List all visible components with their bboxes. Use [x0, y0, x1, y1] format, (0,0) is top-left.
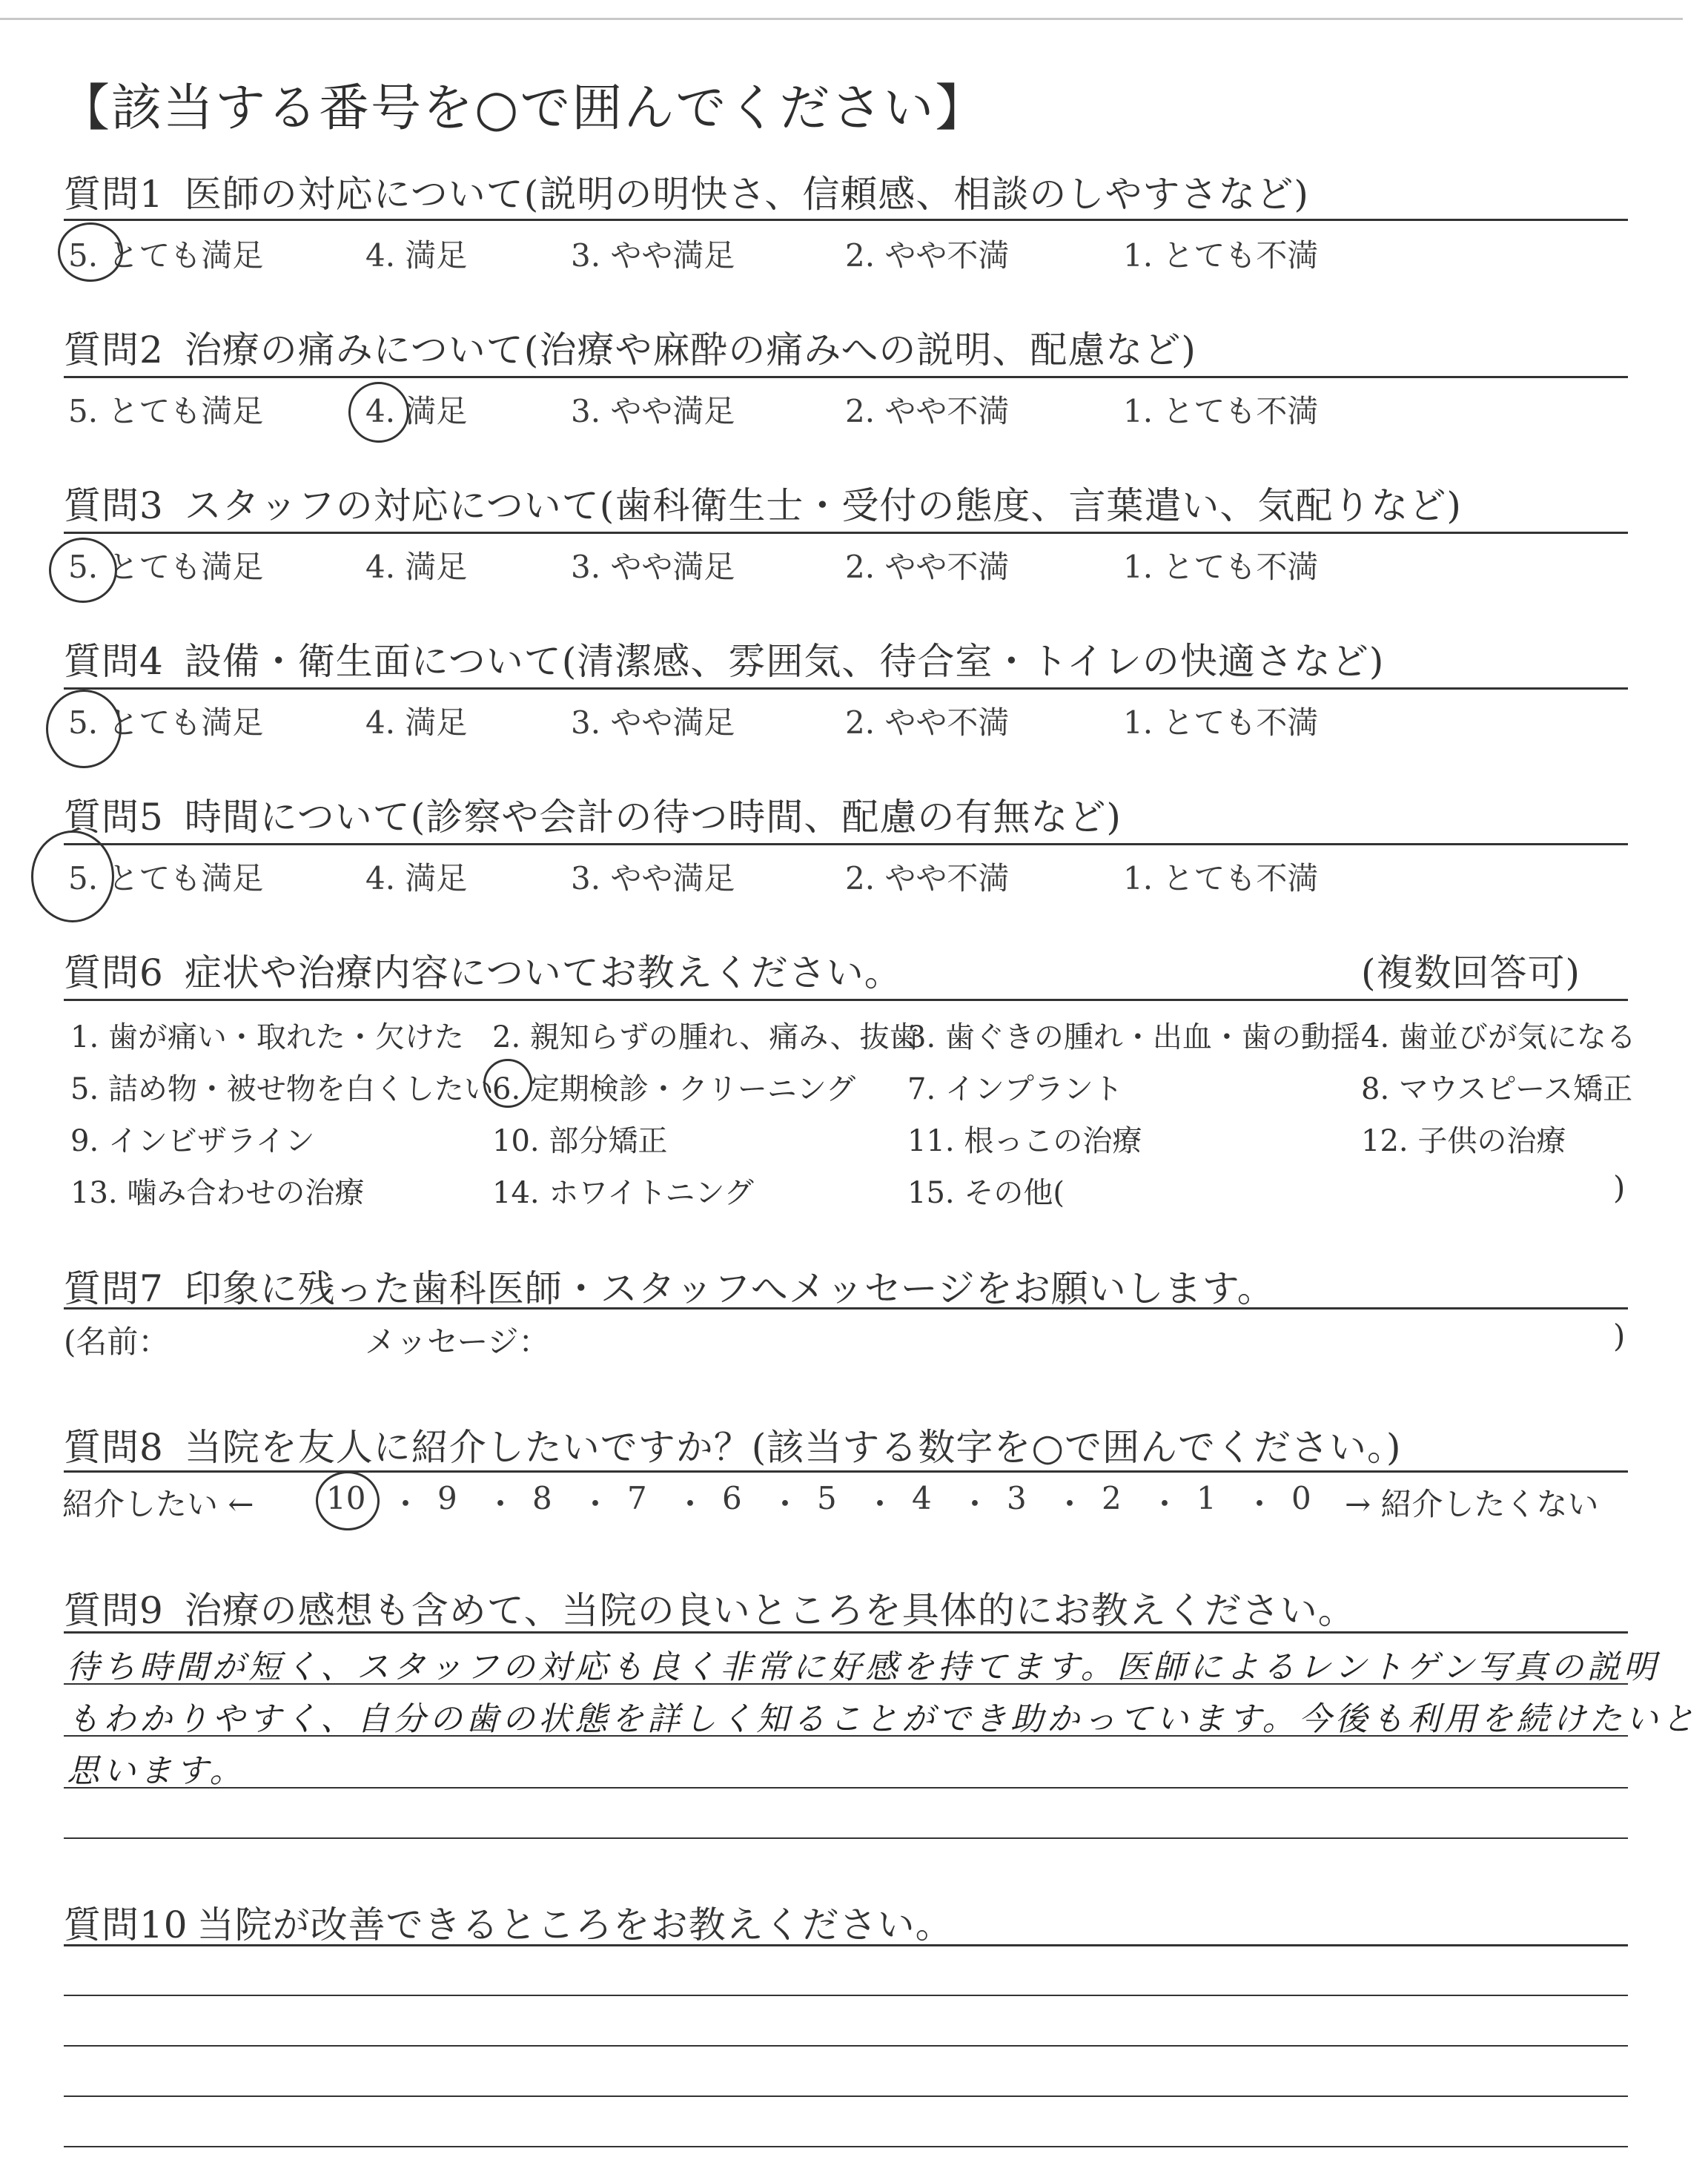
scale-6[interactable]: 6: [722, 1480, 742, 1516]
question-7-title: 質問7 印象に残った歯科医師・スタッフへメッセージをお願いします。: [64, 1267, 1275, 1310]
scale-dot: ・: [580, 1486, 612, 1522]
question-4-title: 質問4 設備・衛生面について(清潔感、雰囲気、待合室・トイレの快適さなど): [64, 640, 1385, 683]
question-1-rule: [64, 219, 1628, 221]
scale-dot: ・: [1244, 1486, 1276, 1522]
option-3[interactable]: 3. やや満足: [571, 237, 735, 274]
question-5-options: [0, 854, 1708, 906]
q6-option-14[interactable]: 14. ホワイトニング: [492, 1176, 754, 1210]
q6-option-10[interactable]: 10. 部分矯正: [492, 1124, 668, 1158]
writing-line: [64, 1837, 1628, 1839]
selection-circle: [58, 222, 123, 282]
question-2-options: [0, 387, 1708, 439]
q6-option-2[interactable]: 2. 親知らずの腫れ、痛み、抜歯: [492, 1020, 919, 1054]
question-4-options: [0, 698, 1708, 750]
option-5[interactable]: 5. とても満足: [68, 393, 264, 429]
option-5[interactable]: 5. とても満足: [68, 237, 264, 274]
question-8-rule: [64, 1470, 1628, 1473]
writing-line: [64, 2146, 1628, 2147]
question-4-rule: [64, 687, 1628, 690]
scale-dot: ・: [1149, 1486, 1181, 1522]
q6-option-13[interactable]: 13. 噛み合わせの治療: [70, 1176, 365, 1210]
question-8-title: 質問8 当院を友人に紹介したいですか？(該当する数字を○で囲んでください。): [64, 1426, 1402, 1469]
selection-circle: [31, 830, 114, 922]
question-6-title: 質問6 症状や治療内容についてお教えください。: [64, 951, 902, 994]
writing-line: [64, 1683, 1628, 1685]
writing-line: [64, 1995, 1628, 1996]
writing-line: [64, 1735, 1628, 1737]
option-1[interactable]: 1. とても不満: [1123, 860, 1319, 896]
q7-close-paren: ): [1613, 1318, 1626, 1354]
scale-dot: ・: [1054, 1486, 1086, 1522]
scale-dot: ・: [959, 1486, 991, 1522]
option-1[interactable]: 1. とても不満: [1123, 549, 1319, 585]
question-5-title: 質問5 時間について(診察や会計の待つ時間、配慮の有無など): [64, 796, 1122, 839]
scale-3[interactable]: 3: [1007, 1480, 1027, 1516]
option-1[interactable]: 1. とても不満: [1123, 237, 1319, 274]
option-2[interactable]: 2. やや不満: [845, 860, 1010, 896]
recommend-left-label: 紹介したい ←: [62, 1486, 254, 1522]
instruction-header: 【該当する番号を○で囲んでください】: [59, 79, 987, 138]
scale-dot: ・: [864, 1486, 896, 1522]
question-3-rule: [64, 532, 1628, 534]
question-7-rule: [64, 1307, 1628, 1309]
option-3[interactable]: 3. やや満足: [571, 704, 735, 741]
q6-option-4[interactable]: 4. 歯並びが気になる: [1361, 1020, 1636, 1054]
scan-edge-line: [0, 18, 1683, 20]
q6-option-1[interactable]: 1. 歯が痛い・取れた・欠けた: [70, 1020, 464, 1054]
q6-option-5[interactable]: 5. 詰め物・被せ物を白くしたい: [70, 1072, 494, 1106]
selection-circle: [316, 1471, 380, 1530]
option-3[interactable]: 3. やや満足: [571, 860, 735, 896]
q6-option-15[interactable]: 15. その他(: [907, 1176, 1065, 1210]
scale-dot: ・: [485, 1486, 517, 1522]
question-9-title: 質問9 治療の感想も含めて、当院の良いところを具体的にお教えください。: [64, 1589, 1356, 1632]
option-3[interactable]: 3. やや満足: [571, 549, 735, 585]
question-10-rule: [64, 1944, 1628, 1946]
q6-option-12[interactable]: 12. 子供の治療: [1361, 1124, 1566, 1158]
option-5[interactable]: 5. とても満足: [68, 704, 264, 741]
scale-1[interactable]: 1: [1196, 1480, 1217, 1516]
selection-circle: [483, 1059, 532, 1108]
scale-4[interactable]: 4: [912, 1480, 932, 1516]
option-1[interactable]: 1. とても不満: [1123, 393, 1319, 429]
scale-2[interactable]: 2: [1102, 1480, 1122, 1516]
q6-option-7[interactable]: 7. インプラント: [907, 1072, 1123, 1106]
q6-option-3[interactable]: 3. 歯ぐきの腫れ・出血・歯の動揺: [907, 1020, 1360, 1054]
handwritten-answer-line-1: 待ち時間が短く、スタッフの対応も良く非常に好感を持てます。医師によるレントゲン写真の説明: [67, 1648, 1660, 1686]
question-2-rule: [64, 376, 1628, 378]
multiple-answers-note: (複数回答可): [1361, 951, 1581, 994]
writing-line: [64, 2095, 1628, 2097]
message-label: メッセージ：: [365, 1324, 550, 1360]
question-3-title: 質問3 スタッフの対応について(歯科衛生士・受付の態度、言葉遣い、気配りなど): [64, 484, 1462, 527]
option-4[interactable]: 4. 満足: [365, 237, 468, 274]
handwritten-answer-line-2: もわかりやすく、自分の歯の状態を詳しく知ることができ助かっています。今後も利用を続けたいと: [67, 1700, 1698, 1738]
q6-other-close-paren: ): [1613, 1169, 1626, 1206]
scale-dot: ・: [675, 1486, 706, 1522]
question-3-options: [0, 543, 1708, 595]
option-1[interactable]: 1. とても不満: [1123, 704, 1319, 741]
question-10-title: 質問10 当院が改善できるところをお教えください。: [64, 1903, 953, 1946]
selection-circle: [46, 690, 122, 768]
q6-option-11[interactable]: 11. 根っこの治療: [907, 1124, 1142, 1158]
scale-dot: ・: [390, 1486, 422, 1522]
selection-circle: [348, 382, 409, 443]
option-5[interactable]: 5. とても満足: [68, 860, 264, 896]
option-2[interactable]: 2. やや不満: [845, 237, 1010, 274]
question-2-title: 質問2 治療の痛みについて(治療や麻酔の痛みへの説明、配慮など): [64, 328, 1196, 371]
q6-option-8[interactable]: 8. マウスピース矯正: [1361, 1072, 1633, 1106]
option-3[interactable]: 3. やや満足: [571, 393, 735, 429]
scale-0[interactable]: 0: [1291, 1480, 1311, 1516]
scale-5[interactable]: 5: [817, 1480, 837, 1516]
option-2[interactable]: 2. やや不満: [845, 549, 1010, 585]
scale-9[interactable]: 9: [437, 1480, 457, 1516]
question-1-options: [0, 231, 1708, 283]
q6-option-9[interactable]: 9. インビザライン: [70, 1124, 315, 1158]
scale-dot: ・: [769, 1486, 801, 1522]
question-1-title: 質問1 医師の対応について(説明の明快さ、信頼感、相談のしやすさなど): [64, 173, 1309, 216]
option-2[interactable]: 2. やや不満: [845, 704, 1010, 741]
selection-circle: [49, 538, 117, 603]
writing-line: [64, 1787, 1628, 1789]
question-5-rule: [64, 843, 1628, 845]
scale-10[interactable]: 10: [326, 1480, 366, 1516]
writing-line: [64, 2045, 1628, 2047]
recommend-right-label: → 紹介したくない: [1345, 1486, 1599, 1522]
name-label: (名前：: [64, 1324, 170, 1360]
option-5[interactable]: 5. とても満足: [68, 549, 264, 585]
option-2[interactable]: 2. やや不満: [845, 393, 1010, 429]
q6-option-6[interactable]: 6. 定期検診・クリーニング: [492, 1072, 856, 1106]
scale-8[interactable]: 8: [532, 1480, 552, 1516]
handwritten-answer-line-3: 思います。: [67, 1752, 246, 1790]
scale-7[interactable]: 7: [627, 1480, 647, 1516]
question-9-rule: [64, 1631, 1628, 1634]
option-4[interactable]: 4. 満足: [365, 393, 468, 429]
option-4[interactable]: 4. 満足: [365, 549, 468, 585]
option-4[interactable]: 4. 満足: [365, 704, 468, 741]
question-6-rule: [64, 999, 1628, 1001]
option-4[interactable]: 4. 満足: [365, 860, 468, 896]
